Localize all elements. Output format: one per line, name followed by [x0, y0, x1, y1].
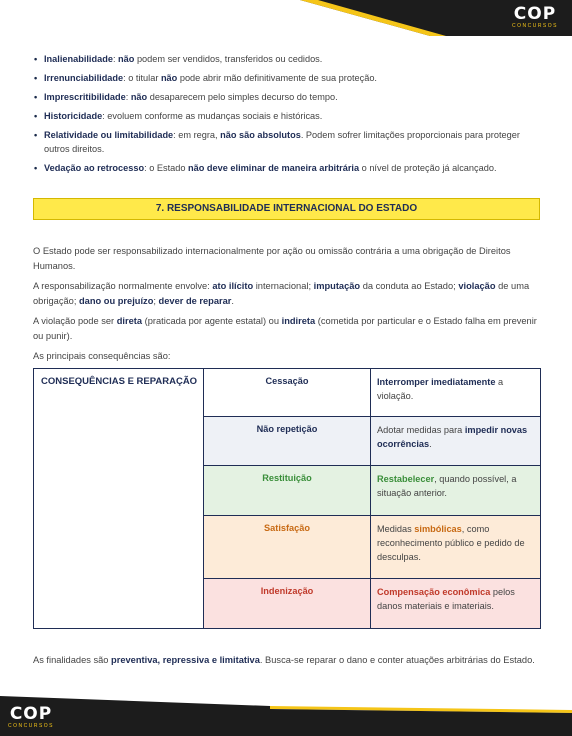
table-row [204, 417, 540, 466]
body-text: : [125, 92, 131, 102]
elements-paragraph [33, 279, 543, 309]
emphasis-text: violação [458, 281, 496, 291]
body-text: da conduta ao Estado; [360, 281, 459, 291]
body-text: Adotar medidas para [377, 425, 465, 435]
body-text: . Busca-se reparar o dano e conter atuações arbitrárias do Estado. [259, 655, 535, 665]
intro-paragraph [33, 244, 543, 274]
body-text: desaparecem pelo simples decurso do tempo. [147, 92, 338, 102]
list-item-term: Vedação ao retrocesso [44, 163, 145, 173]
body-text: (cometida por particular e o Estado falha em prevenir ou punir). [33, 316, 537, 341]
row-description [371, 417, 540, 465]
logo-subtext: CONCURSOS [511, 23, 558, 29]
body-text: : o titular [123, 73, 161, 83]
emphasis-text: Interromper imediatamente [377, 377, 496, 387]
consequences-intro [33, 349, 543, 364]
list-item [34, 71, 544, 85]
body-text: As finalidades são [33, 655, 112, 665]
emphasis-text: preventiva, repressiva e limitativa [111, 655, 260, 665]
table-row [204, 579, 540, 628]
row-label: Cessação [204, 369, 371, 416]
table-row [204, 466, 540, 516]
row-description [371, 516, 540, 578]
emphasis-text: não [118, 54, 135, 64]
emphasis-text: Restabelecer [377, 474, 435, 484]
emphasis-text: impedir novas ocorrências [377, 425, 528, 449]
body-text: o nível de proteção já alcançado. [359, 163, 497, 173]
emphasis-text: dever de reparar [158, 296, 232, 306]
emphasis-text: não [160, 73, 178, 83]
emphasis-text: simbólicas [414, 524, 462, 534]
characteristics-list [34, 52, 544, 180]
row-description [371, 579, 540, 628]
body-text: A responsabilização normalmente envolve: [33, 281, 213, 291]
body-text: : em regra, [173, 130, 221, 140]
emphasis-text: não deve eliminar de maneira arbitrária [188, 163, 360, 173]
list-item-term: Imprescritibilidade [44, 92, 126, 102]
body-text: : evoluem conforme as mudanças sociais e históricas. [102, 111, 323, 121]
section-title: 7. RESPONSABILIDADE INTERNACIONAL DO ESTADO [33, 198, 540, 220]
list-item [34, 90, 544, 104]
body-text: , como reconhecimento público e pedido de desculpas. [377, 524, 525, 562]
body-text: pode abrir mão definitivamente de sua proteção. [177, 73, 377, 83]
body-text: O Estado pode ser responsabilizado internacionalmente por ação ou omissão contrária a uma obrigação de Direitos Humanos. [33, 246, 511, 271]
logo-text: COP [9, 704, 53, 724]
header-band [0, 0, 572, 36]
footer-logo [8, 706, 54, 729]
body-text: . [429, 439, 432, 449]
logo-text: COP [513, 4, 557, 24]
list-item-term: Relatividade ou limitabilidade [44, 130, 174, 140]
table-row [204, 369, 540, 417]
emphasis-text: não [130, 92, 148, 102]
body-text: , quando possível, a situação anterior. [377, 474, 517, 498]
body-text: : [112, 54, 119, 64]
row-description [371, 466, 540, 515]
emphasis-text: não são absolutos [220, 130, 301, 140]
table-row [204, 516, 540, 579]
row-label: Restituição [204, 466, 371, 515]
body-text: pelos danos materiais e imateriais. [377, 587, 515, 611]
header-logo [512, 6, 558, 29]
list-item [34, 161, 544, 175]
body-text: a violação. [377, 377, 504, 401]
list-item [34, 109, 544, 123]
emphasis-text: direta [116, 316, 143, 326]
logo-subtext: CONCURSOS [8, 723, 55, 729]
body-text: de uma obrigação; [33, 281, 530, 306]
emphasis-text: ato ilícito [212, 281, 254, 291]
closing-paragraph [33, 653, 543, 668]
footer-band [0, 696, 572, 736]
row-label: Não repetição [204, 417, 371, 465]
emphasis-text: Compensação econômica [377, 587, 491, 597]
emphasis-text: indireta [281, 316, 316, 326]
body-text: A violação pode ser [33, 316, 117, 326]
body-text: ; [153, 296, 159, 306]
body-text: As principais consequências são: [33, 351, 171, 361]
emphasis-text: imputação [313, 281, 361, 291]
list-item-term: Irrenunciabilidade [44, 73, 124, 83]
row-label: Satisfação [204, 516, 371, 578]
list-item [34, 52, 544, 66]
violation-paragraph [33, 314, 543, 344]
body-text: (praticada por agente estatal) ou [142, 316, 282, 326]
body-text: podem ser vendidos, transferidos ou cedidos. [134, 54, 323, 64]
row-label: Indenização [204, 579, 371, 628]
body-text: Medidas [377, 524, 415, 534]
row-description [371, 369, 540, 416]
list-item-term: Historicidade [44, 111, 103, 121]
body-text: . [231, 296, 235, 306]
list-item-term: Inalienabilidade [44, 54, 113, 64]
consequences-table [33, 368, 541, 629]
body-text: : o Estado [144, 163, 189, 173]
list-item [34, 128, 544, 156]
emphasis-text: dano ou prejuízo [79, 296, 154, 306]
table-header-cell: CONSEQUÊNCIAS E REPARAÇÃO [34, 369, 204, 628]
body-text: internacional; [253, 281, 314, 291]
body-text: . Podem sofrer limitações proporcionais para proteger outros direitos. [44, 130, 520, 154]
